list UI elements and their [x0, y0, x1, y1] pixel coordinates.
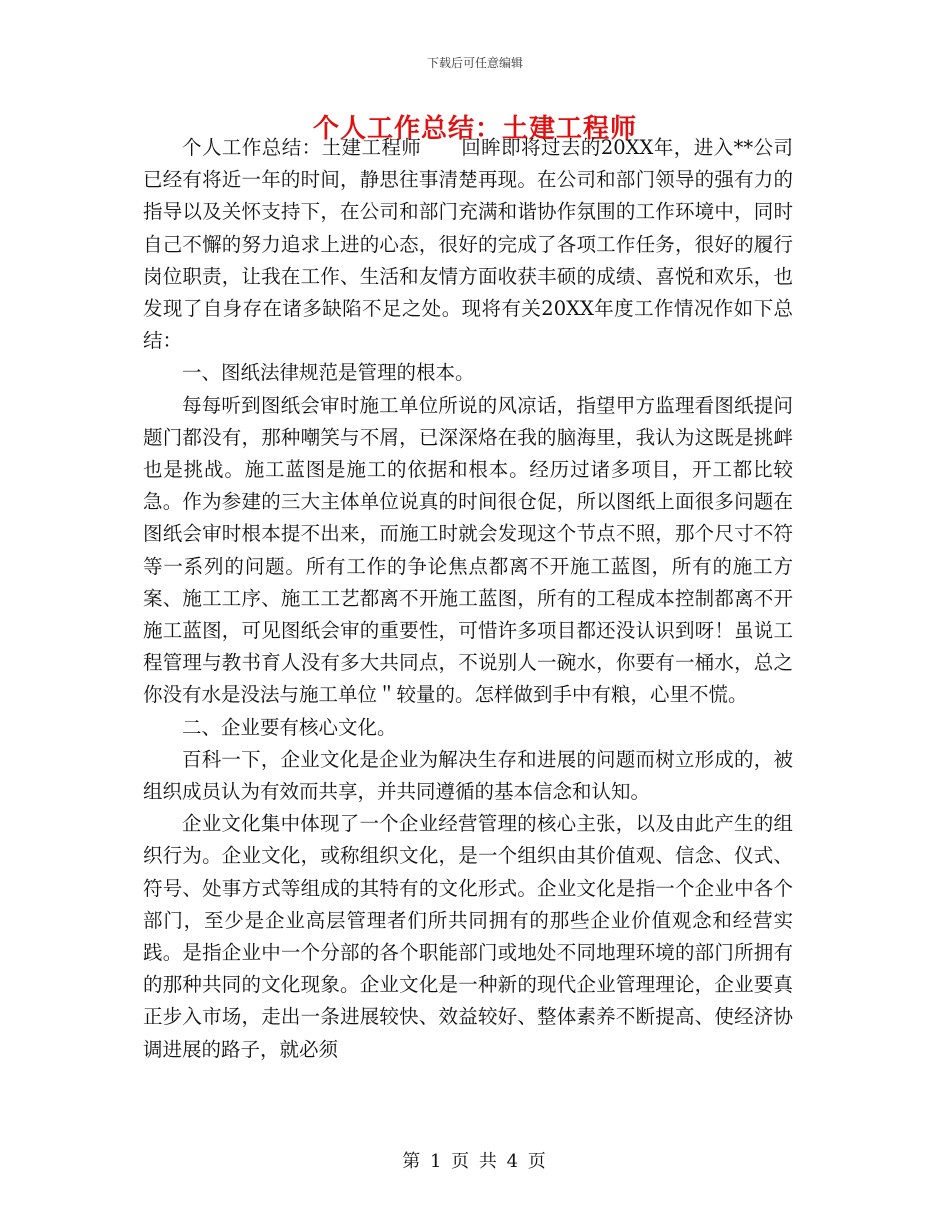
document-title: 个人工作总结：土建工程师: [312, 114, 637, 144]
paragraph-intro: 个人工作总结：土建工程师 回眸即将过去的20XX年，进入**公司已经有将近一年的时间，静思往事清楚再现。在公司和部门领导的强有力的指导以及关怀支持下，在公司和部门充满和谐协作氛围的工作环境中，同时自己不懈的努力追求上进的心态，很好的完成了各项工作任务，很好的履行岗位职责，让我在工作、生活和友情方面收获丰硕的成绩、喜悦和欢乐，也发现了自身存在诸多缺陷不足之处。现将有关20XX年度工作情况作如下总结：: [143, 136, 793, 353]
section-heading-1: 一、图纸法律规范是管理的根本。: [182, 361, 475, 385]
paragraph-culture-definition: 百科一下，企业文化是企业为解决生存和进展的问题而树立形成的，被组织成员认为有效而共享，并共同遵循的基本信念和认知。: [143, 747, 793, 804]
page-footer: 第 1 页 共 4 页: [402, 1151, 548, 1172]
paragraph-culture-detail: 企业文化集中体现了一个企业经营管理的核心主张，以及由此产生的组织行为。企业文化，或称组织文化，是一个组织由其价值观、信念、仪式、符号、处事方式等组成的其特有的文化形式。企业文化是指一个企业中各个部门，至少是企业高层管理者们所共同拥有的那些企业价值观念和经营实践。是指企业中一个分部的各个职能部门或地处不同地理环境的部门所拥有的那种共同的文化现象。企业文化是一种新的现代企业管理理论，企业要真正步入市场，走出一条进展较快、效益较好、整体素养不断提高、使经济协调进展的路子，就必须: [143, 812, 793, 1061]
paragraph-drawings: 每每听到图纸会审时施工单位所说的风凉话，指望甲方监理看图纸提问题门都没有，那种嘲笑与不屑，已深深烙在我的脑海里，我认为这既是挑衅也是挑战。施工蓝图是施工的依据和根本。经历过诸多项目，开工都比较急。作为参建的三大主体单位说真的时间很仓促，所以图纸上面很多问题在图纸会审时根本提不出来，而施工时就会发现这个节点不照，那个尺寸不符等一系列的问题。所有工作的争论焦点都离不开施工蓝图，所有的施工方案、施工工序、施工工艺都离不开施工蓝图，所有的工程成本控制都离不开施工蓝图，可见图纸会审的重要性，可惜许多项目都还没认识到呀！虽说工程管理与教书育人没有多大共同点，不说别人一碗水，你要有一桶水，总之你没有水是没法与施工单位＂较量的。怎样做到手中有粮，心里不慌。: [143, 393, 793, 707]
header-note: 下载后可任意编辑: [426, 56, 523, 70]
section-heading-2: 二、企业要有核心文化。: [182, 715, 397, 739]
document-body: [143, 132, 793, 1066]
